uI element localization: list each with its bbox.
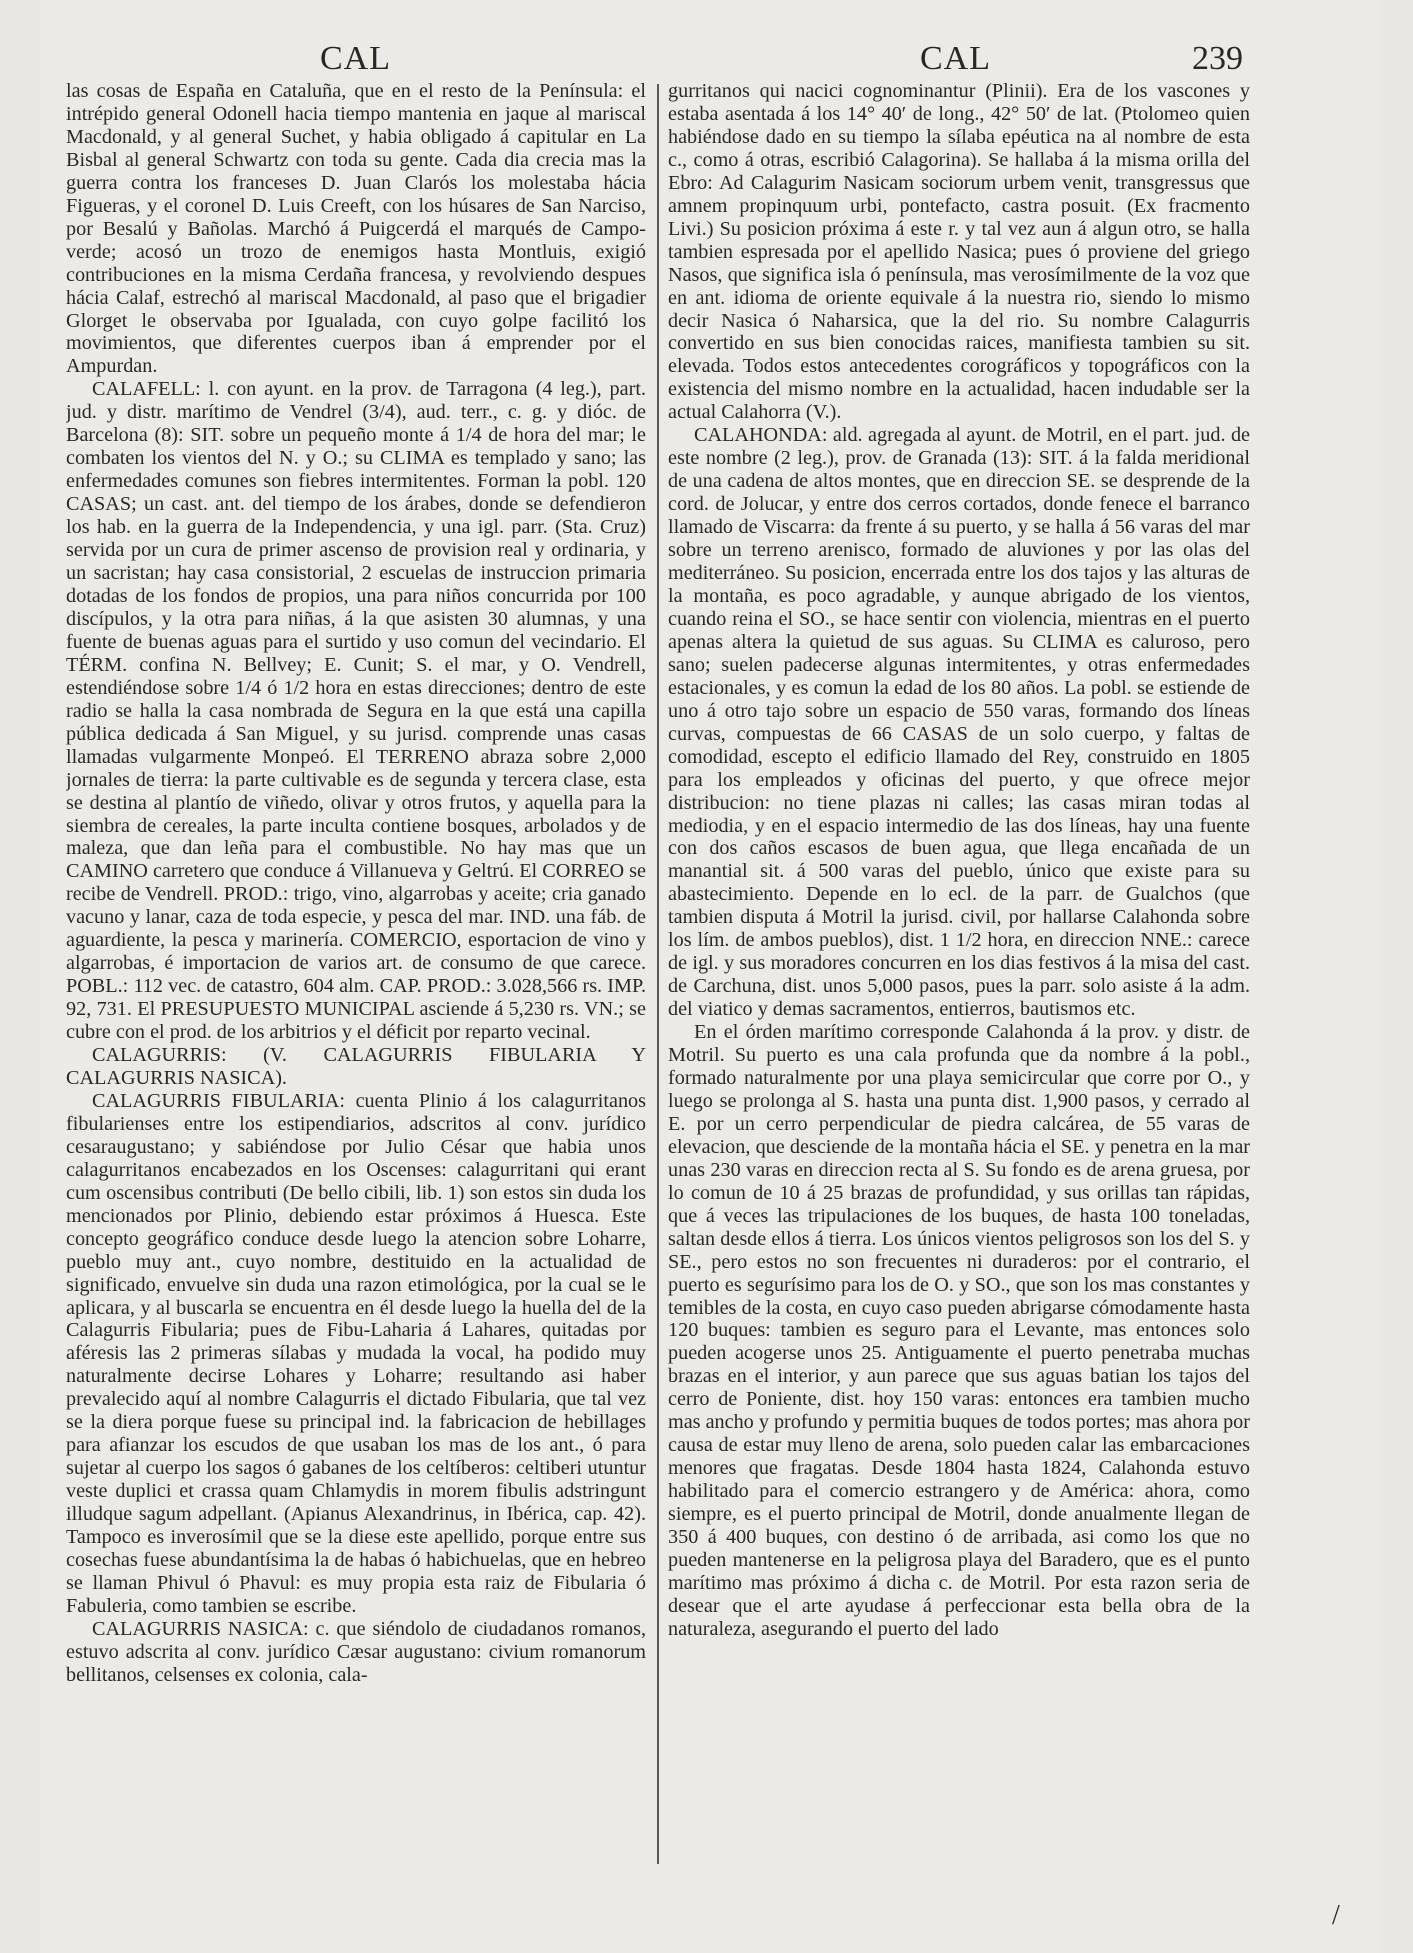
dictionary-entry: CALAGURRIS FIBULARIA: cuenta Plinio á los calagurritanos fibularienses entre los estipendiarios, adscritos al conv. jurídico cesaraugustano; y sabiéndose por Julio César que habia unos calagurritanos encabezados en los Oscenses: calagurritani qui erant cum oscensibus contributi (De bello cibili, lib. 1) son estos sin duda los mencionados por Plinio, debiendo estar próximos á Huesca. Este concepto geográfico conduce desde luego la atencion sobre Loharre, pueblo muy ant., cuyo nombre, destituido en la actualidad de significado, envuelve sin duda una razon etimológica, por la cual se le aplicara, y al buscarla se encuentra en él desde luego la huella del de la Calagurris Fibularia; pues de Fibu-Laharia á Lahares, quitadas por aféresis las 2 primeras sílabas y mudada la vocal, ha podido muy naturalmente decirse Lohares y Loharre; resultando asi haber prevalecido aquí al nombre Calagurris el dictado Fibularia, que tal vez se la diera porque fuese su principal ind. la fabricacion de hebillages para afianzar los escudos de que usaban los mas de los ant., ó para sujetar al cuerpo los sagos ó gabanes de los celtíberos: celtiberi utuntur veste duplici et crassa quam Chlamydis in morem fibulis adstringunt illudque sagum adpellant. (Apianus Alexandrinus, in Ibérica, cap. 42). Tampoco es inverosímil que se la diese este apellido, porque entre sus cosechas fuese abundantísima la de habas ó habichuelas, que en hebreo se llaman Phivul ó Phavul: es muy propia esta raiz de Fibularia ó Fabuleria, como tambien se escribe. — [66, 1089, 646, 1617]
dictionary-entry: CALAHONDA: ald. agregada al ayunt. de Motril, en el part. jud. de este nombre (2 leg.), prov. de Granada (13): SIT. á la falda meridional de una cadena de altos montes, que en direccion SE. se desprende de la cord. de Jolucar, y entre dos cerros cortados, donde fenece el barranco llamado de Viscarra: da frente á su puerto, y se halla á 56 varas del mar sobre un terreno arenisco, formado de aluviones y por las olas del mediterráneo. Su posicion, encerrada entre los dos tajos y las alturas de la montaña, es poco agradable, y aunque abrigado de los vientos, cuando reina el SO., se hace sentir con violencia, mientras en el puerto apenas altera la quietud de sus aguas. Su CLIMA es caluroso, pero sano; suelen padecerse algunas intermitentes, y otras enfermedades estacionales, y es comun la edad de los 80 años. La pobl. se estiende de uno á otro tajo sobre un espacio de 550 varas, formando dos líneas curvas, compuestas de 66 CASAS de un solo cuerpo, y faltas de comodidad, escepto el edificio llamado del Rey, construido en 1805 para los empleados y oficinas del puerto, y que ofrece mejor distribucion: no tiene plazas ni calles; las casas miran todas al mediodia, y en el espacio intermedio de las dos líneas, hay una fuente con dos caños escasos de buen agua, que llega encañada de un manantial sit. á 500 varas del pueblo, único que existe para su abastecimiento. Depende en lo ecl. de la parr. de Gualchos (que tambien disputa á Motril la jurisd. civil, por hallarse Calahonda sobre los lím. de ambos pueblos), dist. 1 1/2 hora, en direccion NNE.: carece de igl. y sus moradores concurren en los dias festivos á la misa del cast. de Carchuna, dist. unos 5,000 pasos, pues la parr. solo asiste á la adm. del viatico y demas sacramentos, entierros, bautismos etc. — [668, 424, 1250, 1021]
margin-mark: / — [1332, 1900, 1340, 1931]
header-left: CAL — [320, 40, 391, 77]
continued-paragraph: las cosas de España en Cataluña, que en el resto de la Península: el intrépido general Odonell hacia tiempo mantenia en jaque al mariscal Macdonald, y al general Suchet, y habia obligado á capitular en La Bisbal al general Schwartz con toda su gente. Cada dia crecia mas la guerra contra los franceses D. Juan Clarós los molestaba hácia Figueras, y el coronel D. Luis Creeft, con los húsares de San Narciso, por Besalú y Bañolas. Marchó á Puigcerdá el marqués de Campo-verde; acosó un trozo de enemigos hasta Montluis, exigió contribuciones en la misma Cerdaña francesa, y revolviendo despues hácia Calaf, estrechó al mariscal Macdonald, al paso que el brigadier Glorget le observaba por Igualada, con cuyo golpe facilitó los movimientos, que diferentes cuerpos iban á emprender por el Ampurdan. — [66, 80, 646, 378]
dictionary-entry: CALAGURRIS NASICA: c. que siéndolo de ciudadanos romanos, estuvo adscrita al conv. jurídico Cæsar augustano: civium romanorum bellitanos, celsenses ex colonia, cala- — [66, 1617, 646, 1686]
dictionary-entry: En el órden marítimo corresponde Calahonda á la prov. y distr. de Motril. Su puerto es una cala profunda que da nombre á la pobl., formado naturalmente por una playa semicircular que corre por O., y luego se prolonga al S. hasta una punta dist. 1,900 pasos, y cerrado al E. por un cerro perpendicular de piedra calcárea, de 55 varas de elevacion, que desciende de la montaña hácia el SE. y penetra en la mar unas 230 varas en direccion recta al S. Su fondo es de arena gruesa, por lo comun de 10 á 25 brazas de profundidad, y sus orillas tan rápidas, que á veces las tripulaciones de los buques, de hasta 100 toneladas, saltan desde ellos á tierra. Los únicos vientos peligrosos son los del S. y SE., pero estos no son frecuentes ni duraderos: por el contrario, el puerto es segurísimo para los de O. y SO., que son los mas constantes y temibles de la costa, en cuyo caso pueden abrigarse cómodamente hasta 120 buques: tambien es seguro para el Levante, mas entonces solo pueden acogerse unos 25. Antiguamente el puerto penetraba muchas brazas en el interior, y aun parece que sus aguas batian los tajos del cerro de Poniente, dist. hoy 150 varas: entonces era tambien mucho mas ancho y profundo y permitia buques de todos portes; mas ahora por causa de estar muy lleno de arena, solo pueden calar las embarcaciones menores que fragatas. Desde 1804 hasta 1824, Calahonda estuvo habilitado para el comercio estrangero y de América: ahora, como siempre, es el puerto principal de Motril, donde anualmente llegan de 350 á 400 buques, con destino ó de arribada, asi como los que no pueden mantenerse en la peligrosa playa del Baradero, que es el punto marítimo mas próximo á dicha c. de Motril. Por esta razon seria de desear que el arte ayudase á perfeccionar esta bella obra de la naturaleza, asegurando el puerto del lado — [668, 1021, 1250, 1640]
header-right: CAL — [920, 40, 991, 77]
dictionary-entry: CALAFELL: l. con ayunt. en la prov. de Tarragona (4 leg.), part. jud. y distr. marítimo de Vendrel (3/4), aud. terr., c. g. y dióc. de Barcelona (8): SIT. sobre un pequeño monte á 1/4 de hora del mar; le combaten los vientos del N. y O.; su CLIMA es templado y sano; las enfermedades comunes son fiebres intermitentes. Forman la pobl. 120 CASAS; un cast. ant. del tiempo de los árabes, donde se defendieron los hab. en la guerra de la Independencia, y una igl. parr. (Sta. Cruz) servida por un cura de primer ascenso de provision real y ordinaria, y un sacristan; hay casa consistorial, 2 escuelas de instruccion primaria dotadas de los fondos de propios, una para niños concurrida por 100 discípulos, y la otra para niñas, á la que asisten 30 alumnas, y una fuente de buenas aguas para el surtido y uso comun del vecindario. El TÉRM. confina N. Bellvey; E. Cunit; S. el mar, y O. Vendrell, estendiéndose sobre 1/4 ó 1/2 hora en estas direcciones; dentro de este radio se halla la casa nombrada de Segura en la que está una capilla pública dedicada á San Miguel, y su jurisd. comprende unas casas llamadas vulgarmente Monpeó. El TERRENO abraza sobre 2,000 jornales de tierra: la parte cultivable es de segunda y tercera clase, esta se destina al plantío de viñedo, olivar y otros frutos, y aquella para la siembra de cereales, la parte inculta contiene bosques, arbolados y de maleza, que dan leña para el combustible. No hay mas que un CAMINO carretero que conduce á Villanueva y Geltrú. El CORREO se recibe de Vendrell. PROD.: trigo, vino, algarrobas y aceite; cria ganado vacuno y lanar, caza de toda especie, y pesca del mar. IND. una fáb. de aguardiente, la pesca y marinería. COMERCIO, esportacion de vino y algarrobas, é importacion de varios art. de consumo de que carece. POBL.: 112 vec. de catastro, 604 alm. CAP. PROD.: 3.028,566 rs. IMP. 92, 731. El PRESUPUESTO MUNICIPAL asciende á 5,230 rs. VN.; se cubre con el prod. de los arbitrios y el déficit por reparto vecinal. — [66, 378, 646, 1044]
right-column — [668, 80, 1250, 1940]
continued-paragraph: gurritanos qui nacici cognominantur (Plinii). Era de los vascones y estaba asentada á los 14° 40′ de long., 42° 50′ de lat. (Ptolomeo quien habiéndose dado en su tiempo la sílaba epéutica na al nombre de esta c., como á otras, escribió Calagorina). Se hallaba á la misma orilla del Ebro: Ad Calagurim Nasicam sociorum urbem venit, transgressus que amnem propinquum urbi, pontefacto, castra posuit. (Ex fracmento Livi.) Su posicion próxima á este r. y tal vez aun á algun otro, se halla tambien espresada por el apellido Nasica; pues ó proviene del griego Nasos, que significa isla ó península, mas verosímilmente de la voz que en ant. idioma de oriente equivale á la nuestra rio, siendo lo mismo decir Nasica ó Naharsica, que la del rio. Su nombre Calagurris convertido en sus bien conocidas raices, manifiesta tambien su sit. elevada. Todos estos antecedentes corográficos y topográficos con la existencia del mismo nombre en la actualidad, hacen indudable ser la actual Calahorra (V.). — [668, 80, 1250, 424]
page-number: 239 — [1192, 40, 1243, 77]
column-divider — [657, 84, 659, 1864]
running-header — [40, 40, 1380, 80]
dictionary-entry: CALAGURRIS: (V. CALAGURRIS FIBULARIA Y CALAGURRIS NASICA). — [66, 1044, 646, 1089]
left-column — [66, 80, 646, 1940]
book-page — [40, 0, 1380, 1953]
